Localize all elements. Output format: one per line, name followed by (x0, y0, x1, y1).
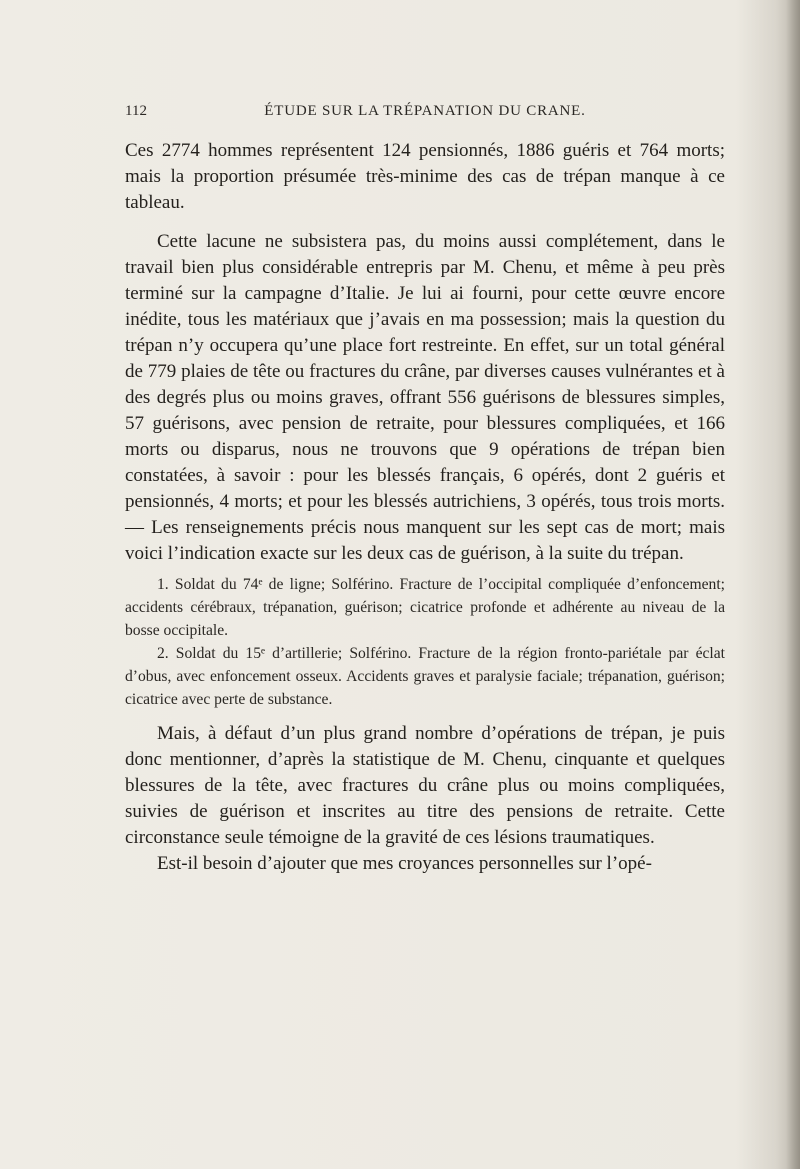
page-header (125, 103, 725, 125)
page-body (125, 138, 725, 877)
paragraph: Ces 2774 hommes représentent 124 pensionnés, 1886 guéris et 764 morts; mais la proportion présumée très-minime des cas de trépan manque à ce tableau. (125, 140, 725, 213)
case-note: 2. Soldat du 15ᵉ d’artillerie; Solférino. Fracture de la région fronto-pariétale par éclat d’obus, avec enfoncement osseux. Accidents graves et paralysie faciale; trépanation, guérison; cicatrice avec perte de substance. (125, 645, 725, 708)
page-number: 112 (125, 103, 147, 119)
paragraph: Mais, à défaut d’un plus grand nombre d’opérations de trépan, je puis donc mentionner, d’après la statistique de M. Chenu, cinquante et quelques blessures de la tête, avec fractures du crâne plus ou moins compliquées, suivies de guérison et inscrites au titre des pensions de retraite. Cette circonstance seule témoigne de la gravité de ces lésions traumatiques. (125, 723, 725, 848)
running-title: ÉTUDE SUR LA TRÉPANATION DU CRANE. (264, 103, 586, 119)
paragraph: Est-il besoin d’ajouter que mes croyances personnelles sur l’opé- (157, 853, 652, 874)
case-note: 1. Soldat du 74ᵉ de ligne; Solférino. Fracture de l’occipital compliquée d’enfoncement; accidents cérébraux, trépanation, guérison; cicatrice profonde et adhérente au niveau de la bosse occipitale. (125, 576, 725, 639)
page-edge-shadow (786, 0, 800, 1169)
paragraph: Cette lacune ne subsistera pas, du moins aussi complétement, dans le travail bien plus considérable entrepris par M. Chenu, et même à peu près terminé sur la campagne d’Italie. Je lui ai fourni, pour cette œuvre encore inédite, tous les matériaux que j’avais en ma possession; mais la question du trépan n’y occupera qu’une place fort restreinte. En effet, sur un total général de 779 plaies de tête ou fractures du crâne, par diverses causes vulnérantes et à des degrés plus ou moins graves, offrant 556 guérisons de blessures simples, 57 guérisons, avec pension de retraite, pour blessures compliquées, et 166 morts ou disparus, nous ne trouvons que 9 opérations de trépan bien constatées, à savoir : pour les blessés français, 6 opérés, dont 2 guéris et pensionnés, 4 morts; et pour les blessés autrichiens, 3 opérés, tous trois morts. — Les renseignements précis nous manquent sur les sept cas de mort; mais voici l’indication exacte sur les deux cas de guérison, à la suite du trépan. (125, 231, 725, 564)
